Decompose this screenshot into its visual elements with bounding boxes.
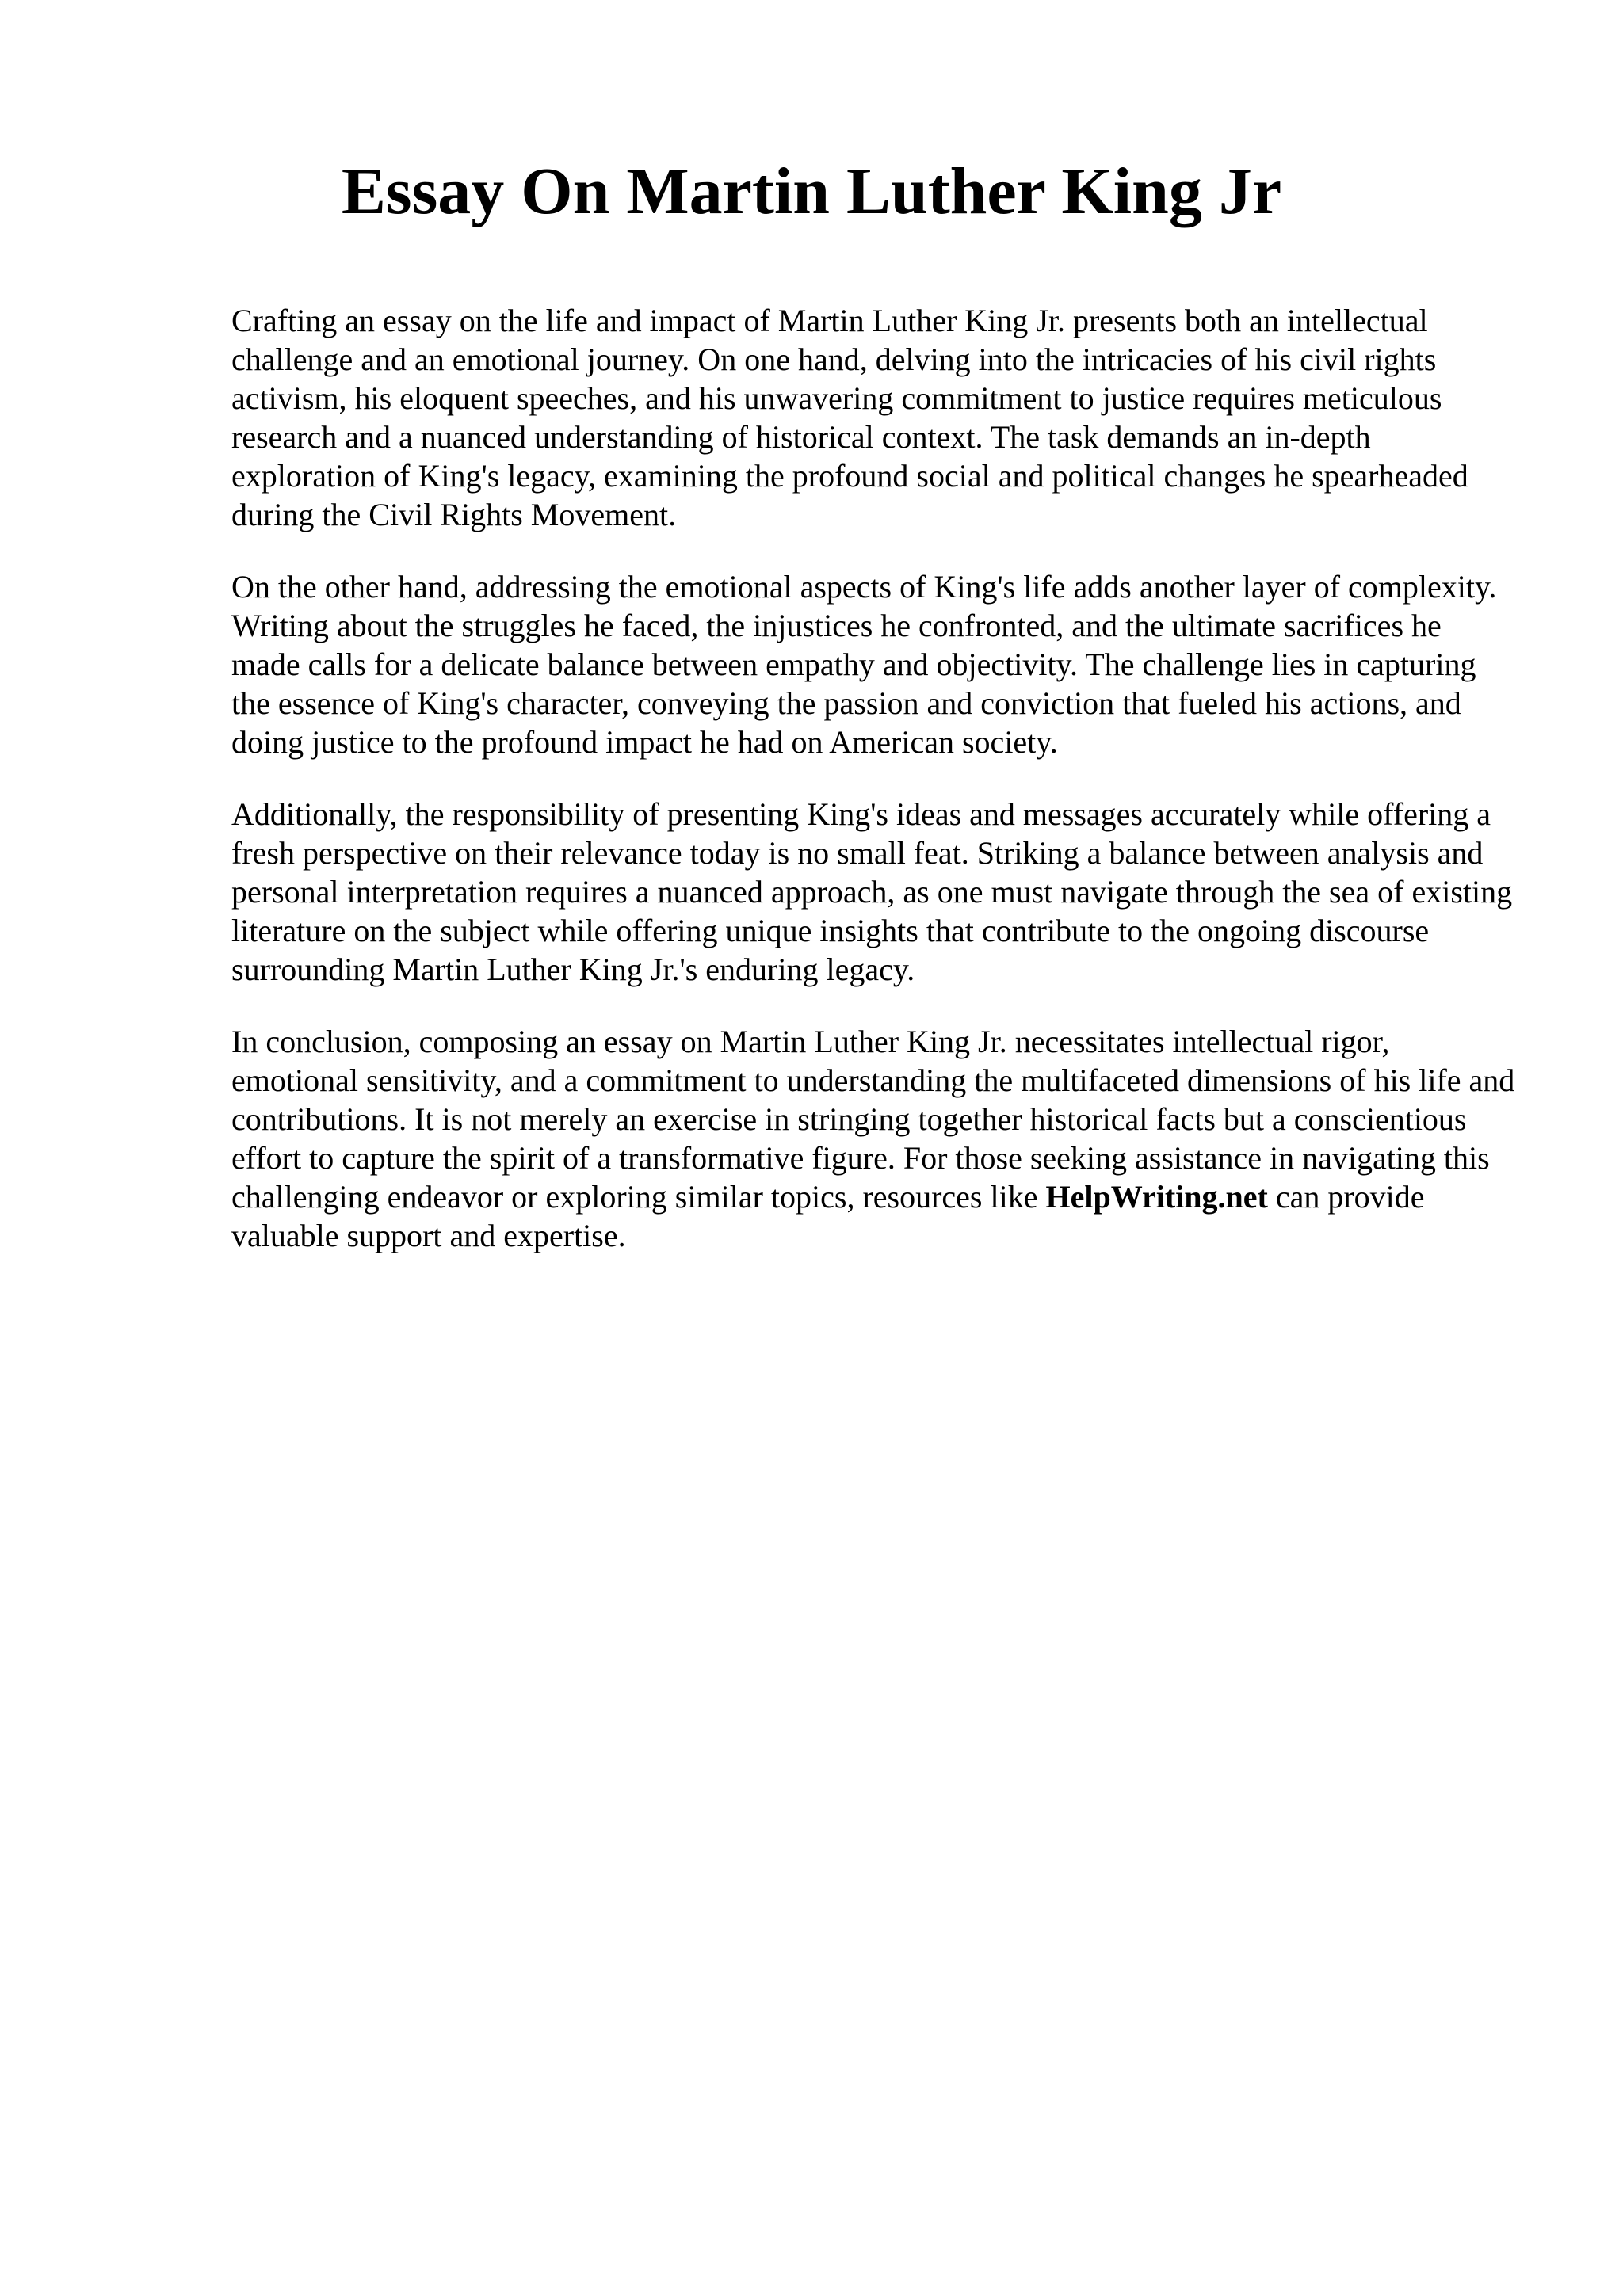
paragraph-responsibility: Additionally, the responsibility of presenting King's ideas and messages accurately while offering a fresh perspective on their relevance today is no small feat. Striking a balance between analysis and personal interpretation requires a nuanced approach, as one must navigate through the sea of existing literature on the subject while offering unique insights that contribute to the ongoing discourse surrounding Martin Luther King Jr.'s enduring legacy. — [231, 796, 1513, 987]
paragraph-emotional-aspects: On the other hand, addressing the emotional aspects of King's life adds another layer of complexity. Writing about the struggles he faced, the injustices he confronted, and the ultimate sacrifices he made calls for a delicate balance between empathy and objectivity. The challenge lies in capturing the essence of King's character, conveying the passion and conviction that fueled his actions, and doing justice to the profound impact he had on American society. — [231, 569, 1497, 760]
page-title: Essay On Martin Luther King Jr — [341, 154, 1282, 228]
essay-body — [231, 301, 1515, 1288]
paragraph-conclusion — [231, 1022, 1515, 1255]
brand-name: HelpWriting.net — [1045, 1179, 1268, 1215]
conclusion-text: In conclusion, composing an essay on Martin Luther King Jr. necessitates intellectual rigor, emotional sensitivity, and a commitment to understanding the multifaceted dimensions of his life and contributions. It is not merely an exercise in stringing together historical facts but a conscientious effort to capture the spirit of a transformative figure. For those seeking assistance in navigating this challenging endeavor or exploring similar topics, resources like — [231, 1024, 1515, 1215]
conclusion-tail: can provide valuable support and expertise. — [231, 1179, 1425, 1253]
paragraph-intro: Crafting an essay on the life and impact of Martin Luther King Jr. presents both an intellectual challenge and an emotional journey. On one hand, delving into the intricacies of his civil rights activism, his eloquent speeches, and his unwavering commitment to justice requires meticulous research and a nuanced understanding of historical context. The task demands an in-depth exploration of King's legacy, examining the profound social and political changes he spearheaded during the Civil Rights Movement. — [231, 303, 1468, 532]
